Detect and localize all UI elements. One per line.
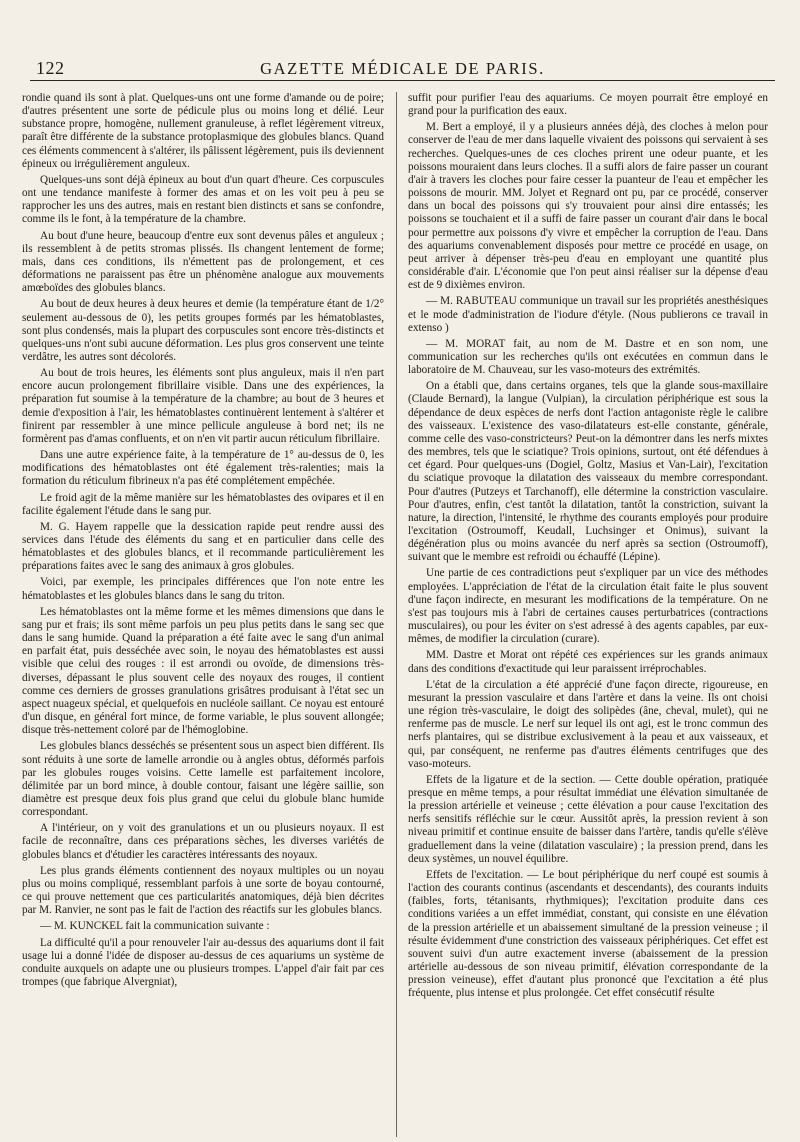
right-column-paragraph: — M. MORAT fait, au nom de M. Dastre et en son nom, une communication sur les recherches qu'ils ont exécutées en commun dans le laboratoire de M. Chauveau, sur les vaso-moteurs des extrémités.	[408, 337, 768, 377]
right-column-paragraph: Une partie de ces contradictions peut s'expliquer par un vice des méthodes employées. L'appréciation de l'état de la circulation était faite le plus souvent d'une façon indirecte, en mesurant les modifications de la température. On ne s'est pas toujours mis à l'abri de certaines causes perturbatrices (contractions musculaires), ou pour les éviter on s'est adressé à des agents capables, par eux-mêmes, de modifier la circulation (curare).	[408, 567, 768, 646]
left-column-paragraph: Les plus grands éléments contiennent des noyaux multiples ou un noyau plus ou moins compliqué, ressemblant parfois à une sorte de boyau contourné, ce qui prouve nettement que ces particularités anatomiques, déjà bien décrites par M. Ranvier, ne sont pas le fait de l'action des réactifs sur les globules blancs.	[22, 864, 384, 917]
left-column-paragraph: Quelques-uns sont déjà épineux au bout d'un quart d'heure. Ces corpuscules ont une tendance manifeste à former des amas et on les voit peu à peu se rapprocher les uns des autres, mais en restant bien distincts et sans se confondre, comme ils le font, à la température de la chambre.	[22, 173, 384, 226]
page-header	[30, 56, 775, 81]
right-column-paragraph: suffit pour purifier l'eau des aquariums. Ce moyen pourrait être employé en grand pour la purification des eaux.	[408, 92, 768, 118]
left-column-paragraph: rondie quand ils sont à plat. Quelques-uns ont une forme d'amande ou de poire; d'autres présentent une sorte de pédicule plus ou moins long et délié. Leur substance propre, homogène, nullement granuleuse, à reflet légèrement vitreux, paraît être différente de la substance protoplasmique des globules blancs. Quand ces éléments commencent à s'altérer, ils pâlissent légèrement, puis ils deviennent épineux ou irrégulièrement anguleux.	[22, 92, 384, 170]
journal-title: GAZETTE MÉDICALE DE PARIS.	[260, 59, 545, 78]
left-column-paragraph: Les hématoblastes ont la même forme et les mêmes dimensions que dans le sang pur et frais; ils sont même parfois un peu plus petits dans le sang sec que dans le sang humide. Quand la préparation a été faite avec le sang d'un animal en parfait état, puis desséchée avec soin, le noyau des hématoblastes est aussi visible que celui des rouges : il est arrondi ou ovoïde, de dimensions très-diverses, dépassant le plus souvent celle des noyaux des rouges, il contient comme ces derniers de grosses granulations grisâtres produisant à l'état sec un aspect nuageux spécial, et quelquefois en nucléole saillant. Ce noyau est entouré d'un disque, en général fort mince, de forme variable, le plus souvent allongée; disque très-nettement coloré par de l'hémoglobine.	[22, 605, 384, 737]
left-column-paragraph: Au bout de trois heures, les éléments sont plus anguleux, mais il n'en part encore aucun prolongement fibrillaire visible. Dans une des expériences, la préparation fut soumise à la température de la chambre; au bout de 3 heures et demie d'exposition à l'air, les hématoblastes continuèrent lentement à s'altérer et finirent par ressembler à une mince pellicule anguleuse à bord net; ils ne formèrent pas d'amas confluents, et on n'en vit partir aucun réticulum fibrillaire.	[22, 367, 384, 445]
left-column-paragraph: Au bout de deux heures à deux heures et demie (la température étant de 1/2° seulement au-dessous de 0), les petits groupes formés par les hématoblastes, sont plus condensés, mais la plupart des corpuscules sont encore très-distincts et quelques-uns n'ont subi aucune déformation. Les plus gros conservent une teinte verdâtre, les autres sont décolorés.	[22, 298, 384, 363]
left-column-paragraph: A l'intérieur, on y voit des granulations et un ou plusieurs noyaux. Il est facile de reconnaître, dans ces préparations sèches, les diverses variétés de globules blancs et d'étudier les caractères intéressants des noyaux.	[22, 822, 384, 861]
right-column-paragraph: Effets de la ligature et de la section. — Cette double opération, pratiquée presque en même temps, a pour résultat immédiat une élévation simultanée de la pression artérielle et veineuse ; cette élévation a pour cause l'excitation des nerfs sensitifs réfléchie sur le cœur. Aussitôt après, la pression revient à son niveau primitif et continue ensuite de baisser dans l'artère, tandis qu'elle s'élève graduellement dans la veine (dilatation vasculaire) ; la pression prend, dans les deux systèmes, un nouvel équilibre.	[408, 773, 768, 865]
left-column-paragraph: Au bout d'une heure, beaucoup d'entre eux sont devenus pâles et anguleux ; ils ressemblent à de petits stromas plissés. Ils changent lentement de forme; mais, dans ces conditions, ils n'émettent pas de prolongement, et ces déformations ne paraissent pas être un phénomène analogue aux mouvements amœboïdes des globules blancs.	[22, 229, 384, 295]
column-divider	[396, 92, 397, 1137]
right-column-paragraph: MM. Dastre et Morat ont répété ces expériences sur les grands animaux dans des conditions d'exactitude qui leur paraissent irréprochables.	[408, 649, 768, 675]
left-column	[22, 92, 384, 1137]
left-column-paragraph: Les globules blancs desséchés se présentent sous un aspect bien différent. Ils sont réduits à une sorte de lamelle arrondie ou à angles obtus, déformés parfois par les globules rouges voisins. Cette lamelle est parfaitement incolore, délimitée par un bord mince, à double contour, faisant une légère saillie, son diamètre est presque deux fois plus grand que celui du globule blanc humide correspondant.	[22, 740, 384, 819]
right-column-paragraph: Effets de l'excitation. — Le bout périphérique du nerf coupé est soumis à l'action des courants continus (ascendants et descendants), des courants induits (faibles, forts, tétanisants, rhythmiques); l'excitation produite dans ces conditions variées a un effet immédiat, constant, qui consiste en une élévation de la pression artérielle et un abaissement simultané de la pression veineuse ; il résulte évidemment d'une constriction des vaisseaux périphériques. Cet effet est souvent suivi d'un autre exactement inverse (abaissement de la pression artérielle au-dessous de son niveau primitif, élévation correspondante de la pression veineuse), effet d'autant plus prononcé que l'excitation a été plus fréquente, plus intense et plus prolongée. Cet effet consécutif résulte	[408, 868, 768, 1000]
left-column-paragraph: — M. KUNCKEL fait la communication suivante :	[40, 920, 270, 933]
left-column-paragraph: Dans une autre expérience faite, à la température de 1° au-dessus de 0, les modifications des hématoblastes ont été également très-ralenties; mais la formation du réticulum fibrineux n'a pas été complétement empêchée.	[22, 449, 384, 488]
right-column-paragraph: — M. RABUTEAU communique un travail sur les propriétés anesthésiques et le mode d'administration de l'iodure d'étyle. (Nous publierons ce travail in extenso )	[408, 295, 768, 334]
left-column-paragraph: La difficulté qu'il a pour renouveler l'air au-dessus des aquariums dont il fait usage lui a donné l'idée de disposer au-dessus de ces aquariums un système de conduite auxquels on adapte une ou plusieurs trompes. L'appel d'air fait par ces trompes (que fabrique Alvergniat),	[22, 936, 384, 988]
left-column-paragraph: Voici, par exemple, les principales différences que l'on note entre les hématoblastes et les globules blancs dans le sang du triton.	[22, 576, 384, 602]
left-column-paragraph: M. G. Hayem rappelle que la dessication rapide peut rendre aussi des services dans l'étude des éléments du sang et en particulier dans celle des hématoblastes et des globules blancs, et il recommande particulièrement les préparations faites avec le sang des animaux à gros globules.	[22, 520, 384, 573]
right-column-paragraph: M. Bert a employé, il y a plusieurs années déjà, des cloches à melon pour conserver de l'eau de mer dans laquelle vivaient des poissons qui servaient à ses recherches. Quelques-unes de ces cloches prirent une odeur puante, et les poissons mouraient dans leurs cloches. Il a suffi alors de faire passer un courant d'air à travers les cloches pour faire cesser la puanteur de l'eau et empêcher les poissons de mourir. MM. Jolyet et Regnard ont pu, par ce procédé, conserver dans un bocal des poissons qui s'y trouvaient pour ainsi dire entassés; les poissons se touchaient et il a suffi de faire passer un courant d'air dans le bocal pour permettre aux poissons d'y vivre et empêcher la corruption de l'eau. Dans des aquariums convenablement disposés pour mettre ce procédé en usage, on peut arriver à dépenser très-peu d'eau en employant une quantité plus considérable d'air. L'économie que l'on peut ainsi réaliser sur la dépense d'eau est de 9 dixièmes environ.	[408, 121, 768, 292]
right-column-paragraph: On a établi que, dans certains organes, tels que la glande sous-maxillaire (Claude Bernard), la langue (Vulpian), la circulation périphérique est sous la dépendance de deux espèces de nerfs dont l'action antagoniste règle le calibre des vaisseaux. L'existence des vaso-dilatateurs est-elle constante, générale, comme celle des vaso-constricteurs? Peut-on la démontrer dans les nerfs mixtes des membres, tels que le sciatique? Trois opinions, surtout, ont été défendues à cet égard. Pour quelques-uns (Dogiel, Goltz, Masius et Van-Lair), l'excitation du sciatique provoque la dilatation des vaisseaux du membre correspondant. Pour d'autres (Putzeys et Tarchanoff), elle détermine la constriction vasculaire. Pour d'autres, enfin, c'est tantôt la dilatation, tantôt la constriction, suivant la nature, la direction, l'intensité, le rhythme des courants employés pour produire l'excitation (Ostroumoff, Keudall, Luchsinger et Onimus), suivant la dégénération plus ou moins avancée du nerf après sa section (Ostroumoff), suivant que le membre est refroidi ou échauffé (Lépine).	[408, 380, 768, 564]
right-column-paragraph: L'état de la circulation a été apprécié d'une façon directe, rigoureuse, en mesurant la pression vasculaire et dans l'artère et dans la veine. Ils ont choisi une région très-vasculaire, le doigt des solipèdes (âne, cheval, mulet), qui ne renferme pas de muscle. Le nerf sur lequel ils ont agi, est le tronc commun des nerfs plantaires, qui se distribue exclusivement à la peau et aux vaisseaux, et qui, par conséquent, ne renferme pas d'autres éléments centrifuges que des vaso-moteurs.	[408, 678, 768, 770]
page-number: 122	[36, 58, 65, 78]
left-column-paragraph: Le froid agit de la même manière sur les hématoblastes des ovipares et il en facilite également l'étude dans le sang pur.	[22, 491, 384, 517]
right-column	[408, 92, 768, 1137]
